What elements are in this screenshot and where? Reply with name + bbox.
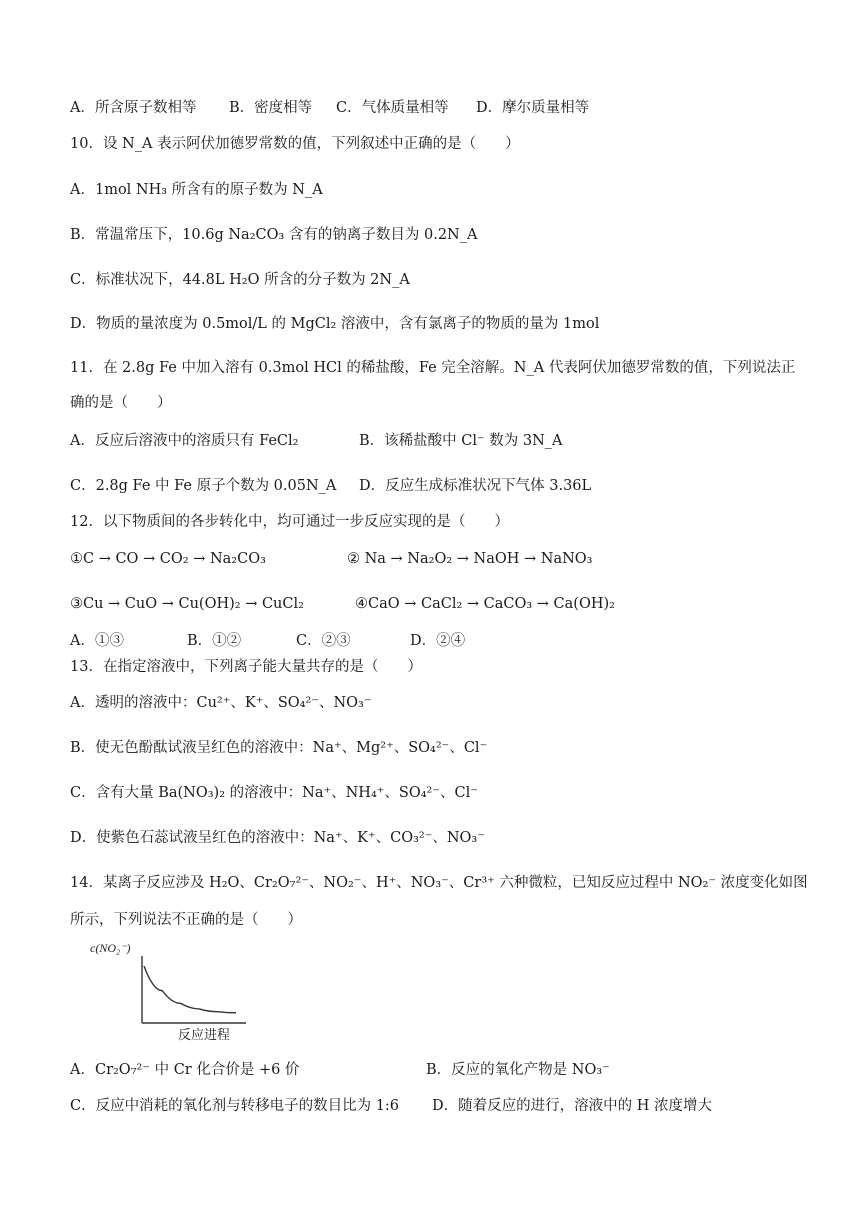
q14-option-c: C．反应中消耗的氧化剂与转移电子的数目比为 1:6 <box>70 1098 400 1114</box>
q12-option-d: D．②④ <box>410 633 466 649</box>
q11-option-b: B．该稀盐酸中 Cl⁻ 数为 3N_A <box>359 433 563 449</box>
q12-option-c: C．②③ <box>296 633 351 649</box>
q9-option-b: B．密度相等 <box>229 100 313 116</box>
q10-option-d: D．物质的量浓度为 0.5mol/L 的 MgCl₂ 溶液中，含有氯离子的物质的量为 1mol <box>70 316 600 332</box>
q12-route-3: ③Cu → CuO → Cu(OH)₂ → CuCl₂ <box>70 596 304 612</box>
q14-option-b: B．反应的氧化产物是 NO₃⁻ <box>426 1062 610 1078</box>
q12-route-1: ①C → CO → CO₂ → Na₂CO₃ <box>70 551 266 567</box>
q13-option-c: C．含有大量 Ba(NO₃)₂ 的溶液中：Na⁺、NH₄⁺、SO₄²⁻、Cl⁻ <box>70 785 478 801</box>
q13-stem: 13．在指定溶液中，下列离子能大量共存的是（ ） <box>70 659 422 675</box>
concentration-chart <box>86 936 256 1044</box>
q12-option-b: B．①② <box>187 633 242 649</box>
chart-y-label: c(NO₂⁻) <box>90 941 131 955</box>
q13-option-b: B．使无色酚酞试液呈红色的溶液中：Na⁺、Mg²⁺、SO₄²⁻、Cl⁻ <box>70 740 488 756</box>
q12-route-2: ② Na → Na₂O₂ → NaOH → NaNO₃ <box>347 551 593 567</box>
q11-option-c: C．2.8g Fe 中 Fe 原子个数为 0.05N_A <box>70 478 337 494</box>
chart-x-label: 反应进程 <box>178 1028 231 1043</box>
q11-stem-cont: 确的是（ ） <box>70 395 172 411</box>
q10-option-b: B．常温常压下，10.6g Na₂CO₃ 含有的钠离子数目为 0.2N_A <box>70 227 478 243</box>
q12-route-4: ④CaO → CaCl₂ → CaCO₃ → Ca(OH)₂ <box>355 596 615 612</box>
q9-option-c: C．气体质量相等 <box>336 100 449 116</box>
q10-option-a: A．1mol NH₃ 所含有的原子数为 N_A <box>70 182 323 198</box>
q14-stem: 14．某离子反应涉及 H₂O、Cr₂O₇²⁻、NO₂⁻、H⁺、NO₃⁻、Cr³⁺ 六种微粒，已知反应过程中 NO₂⁻ 浓度变化如图 <box>70 875 808 891</box>
q13-option-a: A．透明的溶液中：Cu²⁺、K⁺、SO₄²⁻、NO₃⁻ <box>70 695 372 711</box>
chart-series-line <box>144 966 236 1013</box>
q14-option-d: D．随着反应的进行，溶液中的 H 浓度增大 <box>432 1098 712 1114</box>
q11-option-d: D．反应生成标准状况下气体 3.36L <box>359 478 592 494</box>
q9-option-d: D．摩尔质量相等 <box>476 100 590 116</box>
q12-stem: 12．以下物质间的各步转化中，均可通过一步反应实现的是（ ） <box>70 514 509 530</box>
q13-option-d: D．使紫色石蕊试液呈红色的溶液中：Na⁺、K⁺、CO₃²⁻、NO₃⁻ <box>70 830 485 846</box>
q11-stem: 11．在 2.8g Fe 中加入溶有 0.3mol HCl 的稀盐酸，Fe 完全溶解。N_A 代表阿伏加德罗常数的值，下列说法正 <box>70 360 796 376</box>
q10-stem: 10．设 N_A 表示阿伏加德罗常数的值，下列叙述中正确的是（ ） <box>70 136 520 152</box>
q10-option-c: C．标准状况下，44.8L H₂O 所含的分子数为 2N_A <box>70 272 410 288</box>
q14-option-a: A．Cr₂O₇²⁻ 中 Cr 化合价是 +6 价 <box>70 1062 300 1078</box>
q9-option-a: A．所含原子数相等 <box>70 100 197 116</box>
q12-option-a: A．①③ <box>70 633 124 649</box>
q11-option-a: A．反应后溶液中的溶质只有 FeCl₂ <box>70 433 299 449</box>
q14-stem-cont: 所示，下列说法不正确的是（ ） <box>70 912 302 928</box>
